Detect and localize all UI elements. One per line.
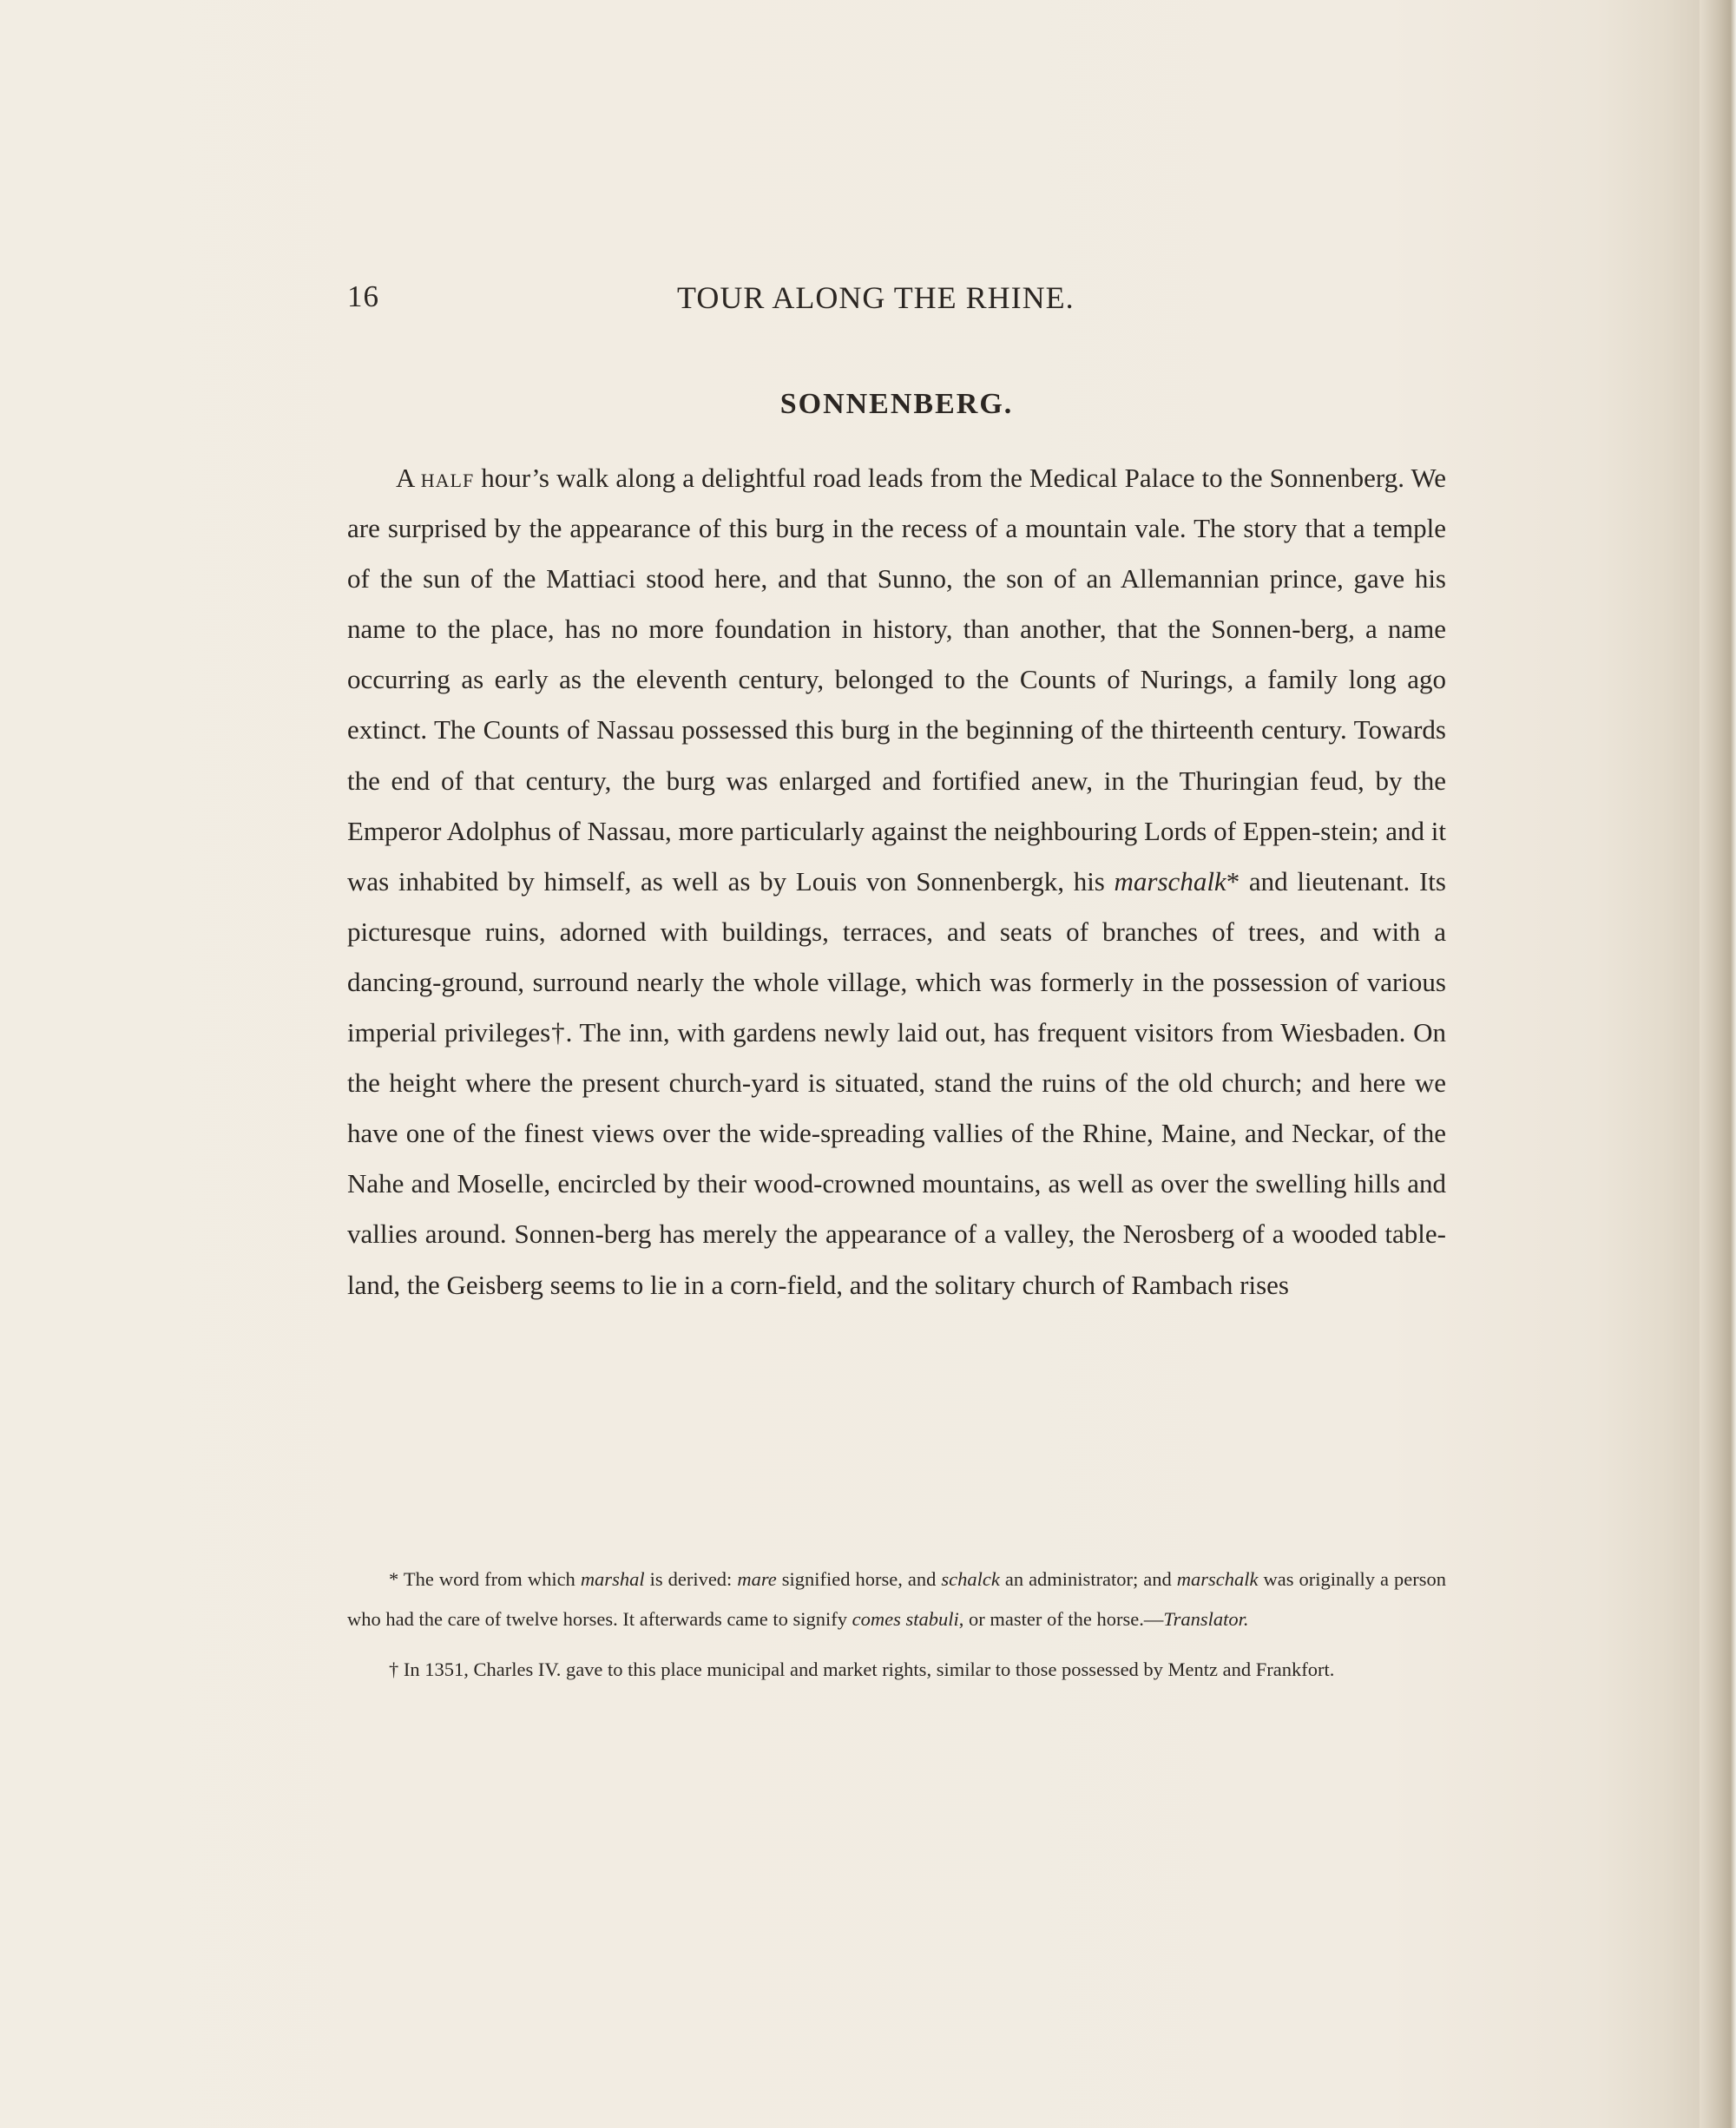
footnote-1-italic: schalck: [941, 1568, 1000, 1590]
body-paragraph: [347, 453, 1446, 1310]
footnote-1-mark: *: [389, 1568, 399, 1590]
footnote-1-text: was originally a person who had the care of twelve horses. It afterwards came to signify: [347, 1568, 1447, 1630]
running-header: [347, 279, 1128, 332]
page-edge-shadow: [1700, 0, 1736, 2128]
footnote-2-mark: †: [389, 1658, 399, 1680]
footnote-1-italic: mare: [737, 1568, 777, 1590]
footnote-1-italic: marshal: [580, 1568, 645, 1590]
section-title: SONNENBERG.: [779, 388, 1014, 420]
footnote-1-italic: comes stabuli: [852, 1608, 959, 1630]
footnote-2-text: In 1351, Charles IV. gave to this place municipal and market rights, similar to those possessed by Mentz and Frankfort.: [398, 1658, 1335, 1680]
footnote-2: [347, 1650, 1446, 1690]
italic-term-marschalk: marschalk: [1114, 865, 1226, 897]
footnote-1-italic: Translator.: [1163, 1608, 1249, 1630]
footnote-1-text: an administrator; and: [999, 1568, 1177, 1590]
footnote-1: [347, 1560, 1446, 1639]
opening-smallcaps: half: [420, 463, 475, 493]
body-text-part-3: . The inn, with gardens newly laid out, has frequent visitors from Wiesbaden. On the height where the present church-yard is situated, stand the ruins of the old church; and here we have one of the finest views over the wide-spreading vallies of the Rhine, Maine, and Neckar, of the Nahe and Moselle, encircled by their wood-crowned mountains, as well as over the swelling hills and vallies around. Sonnen-berg has merely the appearance of a valley, the Nerosberg of a wooded table-land, the Geisberg seems to lie in a corn-field, and the solitary church of Rambach rises: [347, 1017, 1446, 1300]
footnote-mark-dagger: †: [550, 1017, 566, 1048]
footnote-1-text: signified horse, and: [776, 1568, 942, 1590]
footnote-1-text: is derived:: [644, 1568, 738, 1590]
footnote-mark-asterisk: *: [1226, 865, 1240, 897]
body-text-part-2: and lieutenant. Its picturesque ruins, adorned with buildings, terraces, and seats of branches of trees, and with a dancing-ground, surround nearly the whole village, which was formerly in the possession of various imperial privileges: [347, 865, 1446, 1048]
page-number: 16: [347, 279, 379, 313]
body-text: [347, 453, 1446, 1310]
footnote-1-italic: marschalk: [1176, 1568, 1259, 1590]
running-title: TOUR ALONG THE RHINE.: [677, 280, 1075, 315]
footnote-1-text: , or master of the horse.—: [958, 1608, 1164, 1630]
footnotes: [347, 1560, 1446, 1700]
footnote-1-text: The word from which: [398, 1568, 581, 1590]
body-text-part-1: hour’s walk along a delightful road leads from the Medical Palace to the Sonnenberg. We are surprised by the appearance of this burg in the recess of a mountain vale. The story that a temple of the sun of the Mattiaci stood here, and that Sunno, the son of an Allemannian prince, gave his name to the place, has no more foundation in history, than another, that the Sonnen-berg, a name occurring as early as the eleventh century, belonged to the Counts of Nurings, a family long ago extinct. The Counts of Nassau possessed this burg in the beginning of the thirteenth century. Towards the end of that century, the burg was enlarged and fortified anew, in the Thuringian feud, by the Emperor Adolphus of Nassau, more particularly against the neighbouring Lords of Eppen-stein; and it was inhabited by himself, as well as by Louis von Sonnenbergk, his: [347, 463, 1446, 897]
opening-word: A: [396, 463, 414, 493]
